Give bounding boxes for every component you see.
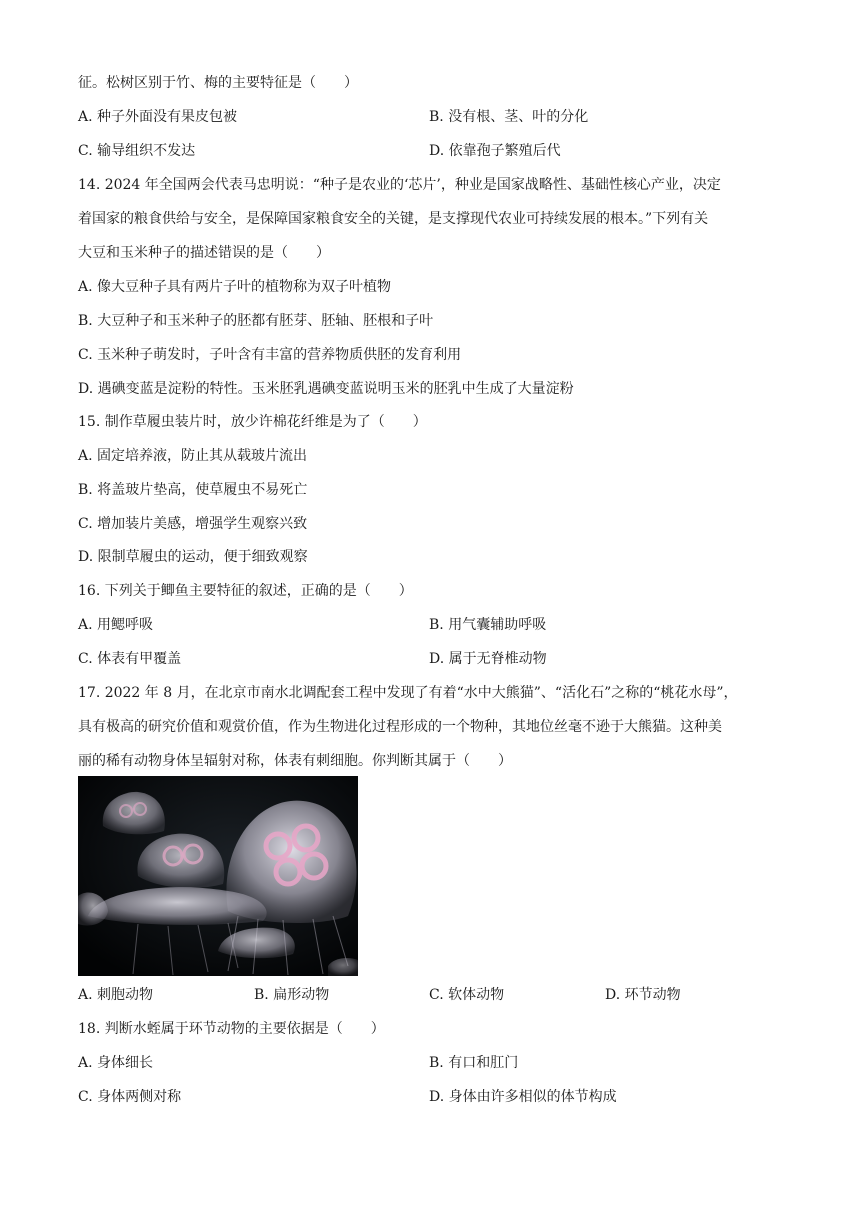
q14-stem-line3: 大豆和玉米种子的描述错误的是（ ） bbox=[78, 245, 330, 261]
q15-option-d: D. 限制草履虫的运动，便于细致观察 bbox=[78, 549, 308, 565]
jellyfish-photo bbox=[78, 776, 358, 976]
q14-stem-line2: 着国家的粮食供给与安全，是保障国家粮食安全的关键，是支撑现代农业可持续发展的根本。”下列有关 bbox=[78, 211, 709, 227]
q16-stem: 16. 下列关于鲫鱼主要特征的叙述，正确的是（ ） bbox=[78, 583, 413, 599]
q16-option-b: B. 用气囊辅助呼吸 bbox=[429, 617, 547, 633]
q16-option-c: C. 体表有甲覆盖 bbox=[78, 651, 182, 667]
q17-stem-line1: 17. 2022 年 8 月，在北京市南水北调配套工程中发现了有着“水中大熊猫”、“活化石”之称的“桃花水母”， bbox=[78, 685, 738, 701]
q15-option-b: B. 将盖玻片垫高，使草履虫不易死亡 bbox=[78, 482, 308, 498]
q13-stem: 征。松树区别于竹、梅的主要特征是（ ） bbox=[78, 75, 358, 91]
q13-option-b: B. 没有根、茎、叶的分化 bbox=[429, 109, 589, 125]
q13-option-a: A. 种子外面没有果皮包被 bbox=[78, 109, 238, 125]
q13-option-d: D. 依靠孢子繁殖后代 bbox=[429, 143, 561, 159]
q17-option-b: B. 扁形动物 bbox=[254, 987, 330, 1003]
q14-option-a: A. 像大豆种子具有两片子叶的植物称为双子叶植物 bbox=[78, 279, 392, 295]
q17-option-c: C. 软体动物 bbox=[429, 987, 505, 1003]
q15-stem: 15. 制作草履虫装片时，放少许棉花纤维是为了（ ） bbox=[78, 414, 427, 430]
q18-option-c: C. 身体两侧对称 bbox=[78, 1089, 182, 1105]
q16-option-d: D. 属于无脊椎动物 bbox=[429, 651, 547, 667]
q17-option-a: A. 刺胞动物 bbox=[78, 987, 154, 1003]
q14-option-c: C. 玉米种子萌发时，子叶含有丰富的营养物质供胚的发育利用 bbox=[78, 347, 462, 363]
q17-option-d: D. 环节动物 bbox=[605, 987, 681, 1003]
q14-option-b: B. 大豆种子和玉米种子的胚都有胚芽、胚轴、胚根和子叶 bbox=[78, 313, 434, 329]
q18-option-a: A. 身体细长 bbox=[78, 1055, 154, 1071]
q18-option-d: D. 身体由许多相似的体节构成 bbox=[429, 1089, 617, 1105]
q17-stem-line2: 具有极高的研究价值和观赏价值，作为生物进化过程形成的一个物种，其地位丝毫不逊于大熊猫。这种美 bbox=[78, 719, 722, 735]
q18-stem: 18. 判断水蛭属于环节动物的主要依据是（ ） bbox=[78, 1021, 385, 1037]
q17-stem-line3: 丽的稀有动物身体呈辐射对称，体表有刺细胞。你判断其属于（ ） bbox=[78, 753, 512, 769]
q13-option-c: C. 输导组织不发达 bbox=[78, 143, 196, 159]
q14-stem-line1: 14. 2024 年全国两会代表马忠明说：“种子是农业的‘芯片’，种业是国家战略性、基础性核心产业，决定 bbox=[78, 177, 721, 193]
q16-option-a: A. 用鳃呼吸 bbox=[78, 617, 154, 633]
q14-option-d: D. 遇碘变蓝是淀粉的特性。玉米胚乳遇碘变蓝说明玉米的胚乳中生成了大量淀粉 bbox=[78, 381, 574, 397]
q15-option-a: A. 固定培养液，防止其从载玻片流出 bbox=[78, 448, 308, 464]
q18-option-b: B. 有口和肛门 bbox=[429, 1055, 519, 1071]
q15-option-c: C. 增加装片美感，增强学生观察兴致 bbox=[78, 516, 308, 532]
